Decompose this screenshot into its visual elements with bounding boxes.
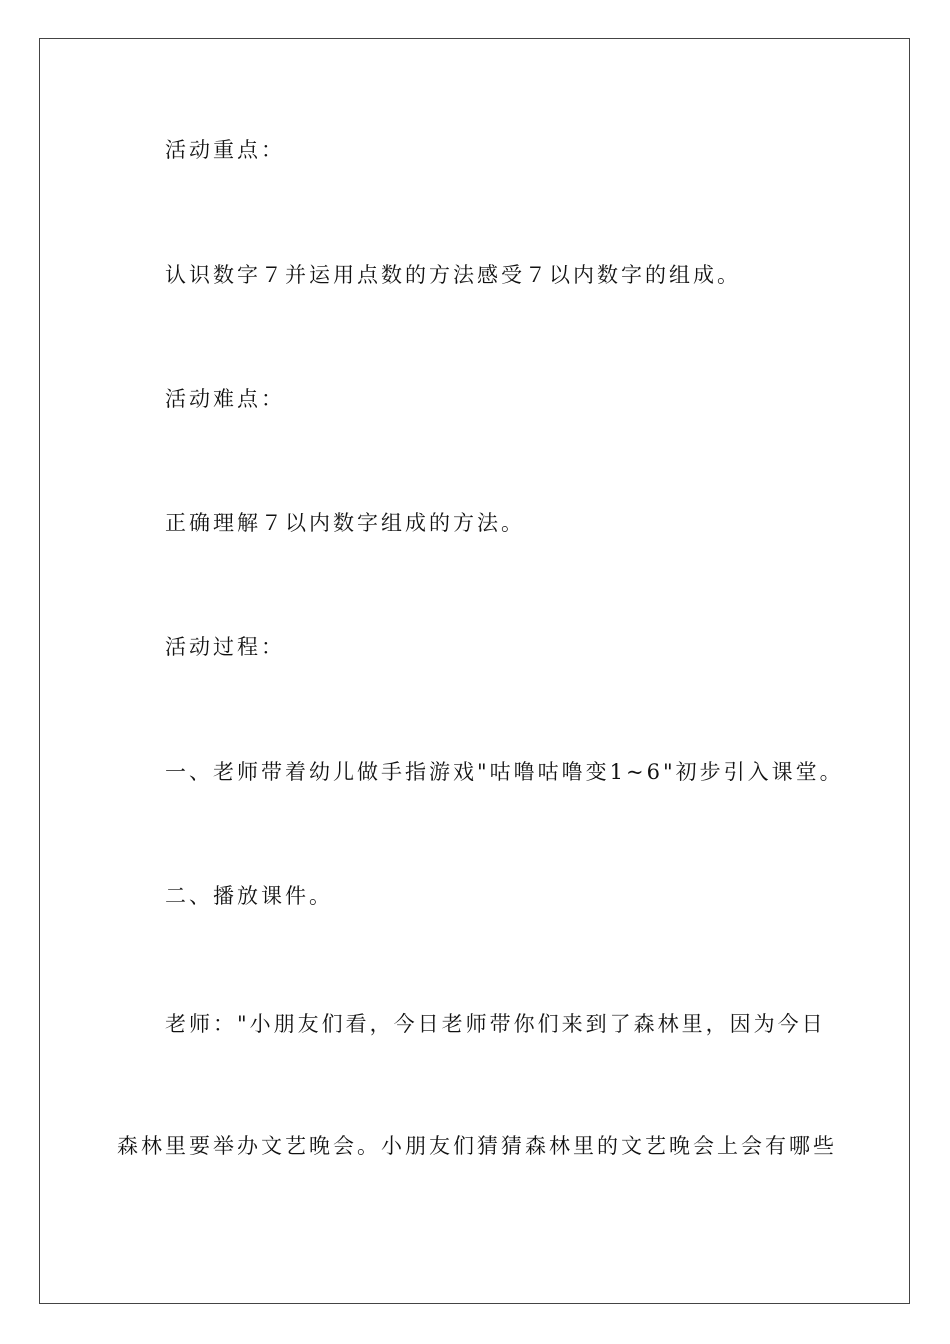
heading-key-points: 活动重点： bbox=[165, 138, 285, 162]
heading-process: 活动过程： bbox=[165, 635, 285, 659]
paragraph-teacher-speech-line-2: 森林里要举办文艺晚会。小朋友们猜猜森林里的文艺晚会上会有哪些 bbox=[117, 1134, 837, 1158]
paragraph-difficulties: 正确理解７以内数字组成的方法。 bbox=[165, 511, 525, 535]
paragraph-step-one: 一、老师带着幼儿做手指游戏"咕噜咕噜变1~6"初步引入课堂。 bbox=[165, 760, 844, 784]
paragraph-teacher-speech-line-1: 老师："小朋友们看，今日老师带你们来到了森林里，因为今日 bbox=[165, 1012, 826, 1036]
paragraph-step-two: 二、播放课件。 bbox=[165, 884, 333, 908]
paragraph-key-points: 认识数字７并运用点数的方法感受７以内数字的组成。 bbox=[165, 263, 741, 287]
page-frame bbox=[39, 38, 910, 1304]
heading-difficulties: 活动难点： bbox=[165, 387, 285, 411]
